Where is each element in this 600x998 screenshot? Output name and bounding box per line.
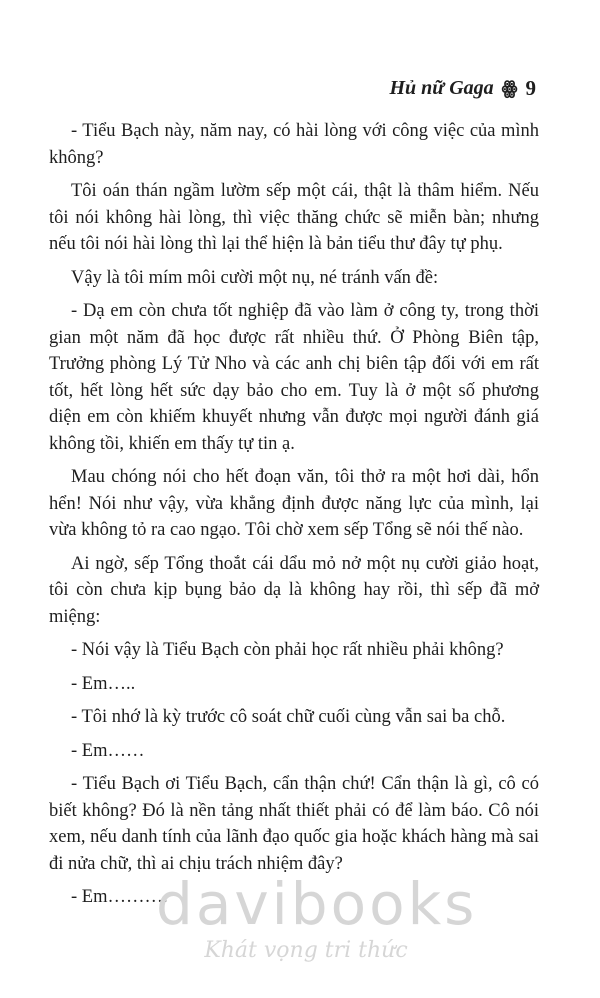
paragraph-5: Mau chóng nói cho hết đoạn văn, tôi thở ra một hơi dài, hổn hển! Nói như vậy, vừa khẳng định được năng lực của mình, lại vừa không tỏ ra cao ngạo. Tôi chờ xem sếp Tổng sẽ nói thế nào.	[49, 467, 539, 540]
paragraph-6: Ai ngờ, sếp Tổng thoắt cái dẩu mỏ nở một nụ cười giảo hoạt, tôi còn chưa kịp bụng bảo dạ là không hay rồi, thì sếp đã mở miệng:	[49, 553, 539, 627]
paragraph-4: - Dạ em còn chưa tốt nghiệp đã vào làm ở công ty, trong thời gian một năm đã học được rất nhiều thứ. Ở Phòng Biên tập, Trưởng phòng Lý Tử Nho và các anh chị biên tập đối với em rất tốt, hết lòng hết sức dạy bảo cho em. Tuy là ở một số phương diện em còn khiếm khuyết nhưng vẫn được mọi người đánh giá không tồi, khiến em thấy tự tin ạ.	[49, 301, 539, 454]
page-number: 9	[525, 76, 536, 100]
paragraph-1: - Tiểu Bạch này, năm nay, có hài lòng với công việc của mình không?	[49, 121, 539, 168]
paragraph-10: - Em……	[71, 740, 145, 761]
paragraph-12: - Em……….	[71, 887, 168, 907]
running-head	[389, 76, 536, 101]
ornament-icon: ꙮ	[501, 78, 518, 98]
paragraph-11: - Tiểu Bạch ơi Tiểu Bạch, cẩn thận chứ! Cẩn thận là gì, cô có biết không? Đó là nền tảng nhất thiết phải có để làm báo. Cô nói xem, nếu danh tính của lãnh đạo quốc gia hoặc khách hàng mà sai đi nửa chữ, thì ai chịu trách nhiệm đây?	[49, 774, 539, 874]
watermark-brand: davibooks	[156, 870, 478, 938]
book-title: Hủ nữ Gaga	[389, 77, 494, 99]
paragraph-8: - Em…..	[71, 673, 136, 694]
watermark-slogan: Khát vọng tri thức	[204, 938, 408, 963]
paragraph-3: Vậy là tôi mím môi cười một nụ, né tránh vấn đề:	[71, 267, 439, 288]
paragraph-2: Tôi oán thán ngầm lườm sếp một cái, thật là thâm hiểm. Nếu tôi nói không hài lòng, thì việc thăng chức sẽ miễn bàn; nhưng nếu tôi nói hài lòng thì lại thể hiện là bản tiểu thư đây tự phụ.	[49, 181, 539, 254]
paragraph-7: - Nói vậy là Tiểu Bạch còn phải học rất nhiều phải không?	[71, 640, 504, 660]
paragraph-9: - Tôi nhớ là kỳ trước cô soát chữ cuối cùng vẫn sai ba chỗ.	[71, 707, 506, 727]
body-text	[49, 118, 539, 918]
